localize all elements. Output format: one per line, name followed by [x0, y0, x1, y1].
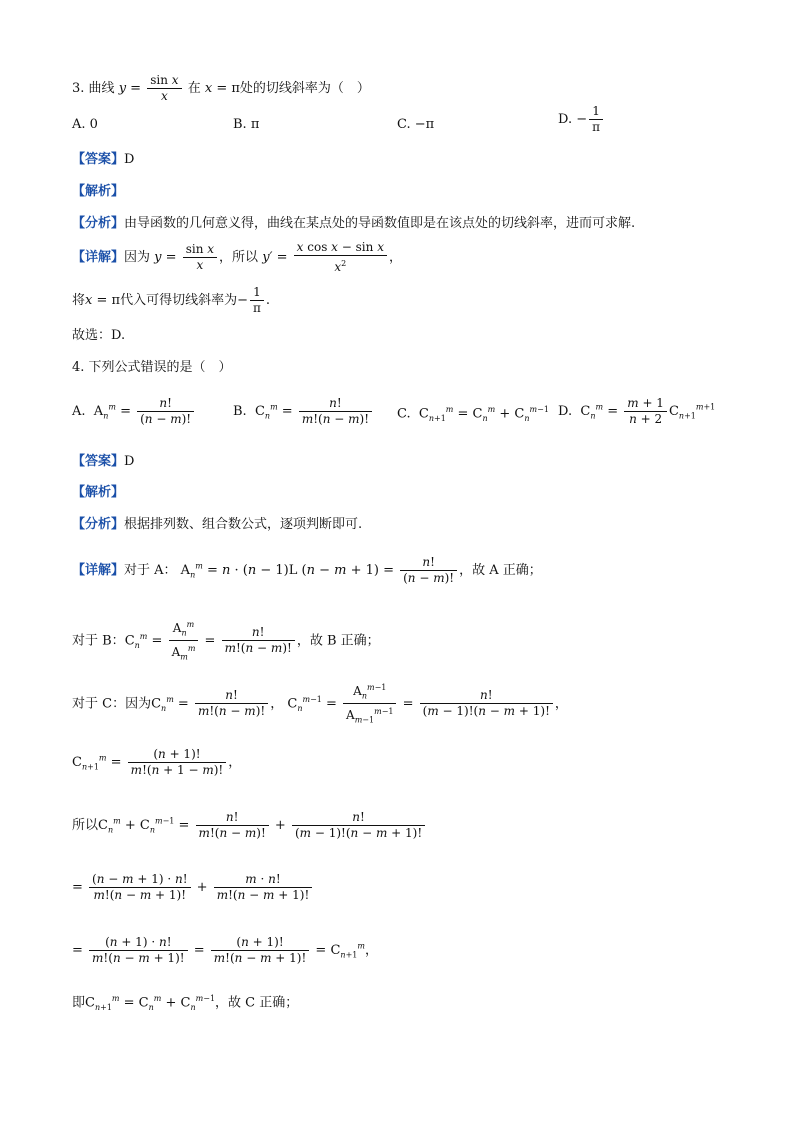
q4-fenxi: 【分析】根据排列数、组合数公式，逐项判断即可.	[72, 517, 363, 532]
q4-detail-c: 对于 C：因为$C_n^m$ = $\frac{n!}{m!(n - m)!}$ ， $C_n^{m-1}$ = $\frac{A_n^{m-1}}{A_{m-1}^{m-1}}$ = $\frac{n!}{(m - 1)!(n - m + 1)!}$ ，	[72, 680, 568, 728]
q4-analysis-label: 【解析】	[72, 485, 125, 500]
q4-option-a: A. $A_n^m$ = $\frac{n!}{(n - m)!}$	[72, 396, 196, 427]
q4-detail-a: 【详解】对于 A： $A_n^m = n \cdot (n - 1)L$ (n − m + 1) = $\frac{n!}{(n - m)!}$ ，故 A 正确；	[72, 555, 542, 585]
q4-conclusion-c: 即$C_{n+1}^m = C_n^m + C_n^{m-1}$，故 C 正确；	[72, 994, 299, 1012]
q3-stem: 3. 曲线 y = $\frac{\text{sin x}}{x}$ 在 x = π处的切线斜率为（ ）	[72, 73, 370, 103]
q4-sum-line2: = $\frac{(n - m + 1) \cdot n!}{m!(n - m + 1)!}$ + $\frac{m \cdot n!}{m!(n - m + 1)!}$	[72, 872, 314, 903]
q3-option-d: D. − $\frac{1}{\pi}$	[558, 104, 605, 135]
q4-answer: 【答案】D	[72, 454, 135, 469]
q3-option-b: B. π	[233, 117, 260, 132]
q3-fenxi: 【分析】由导函数的几何意义得，曲线在某点处的导函数值即是在该点处的切线斜率，进而可求解.	[72, 216, 636, 231]
q4-option-d: D. $C_n^m$ = $\frac{m + 1}{n + 2}$ $C_{n+1}^{m+1}$	[558, 396, 716, 426]
q4-detail-b: 对于 B：$C_n^m$ = $\frac{A_n^m}{A_m^m}$ = $\frac{n!}{m!(n - m)!}$ ，故 B 正确；	[72, 617, 380, 665]
q3-choice: 故选：D.	[72, 328, 126, 343]
q3-detail: 【详解】因为 y = $\frac{\text{sin x}}{x}$ ，所以 y′ = $\frac{\text{x cos x − sin x}}{x^2}$ ，	[72, 240, 402, 274]
q3-answer: 【答案】D	[72, 152, 135, 167]
q4-stem: 4. 下列公式错误的是（ ）	[72, 360, 232, 375]
q3-option-a: A. 0	[72, 117, 98, 132]
q4-detail-c2: $C_{n+1}^m$ = $\frac{(n + 1)!}{m!(n + 1 - m)!}$ ，	[72, 747, 242, 777]
q4-sum-line3: = $\frac{(n + 1) \cdot n!}{m!(n - m + 1)!}$ = $\frac{(n + 1)!}{m!(n - m + 1)!}$ = $C_{n+1}^m$，	[72, 935, 378, 965]
q4-sum-line: 所以$C_n^m + C_n^{m-1}$ = $\frac{n!}{m!(n - m)!}$ + $\frac{n!}{(m - 1)!(n - m + 1)!}$	[72, 810, 427, 841]
q3-option-c: C. −π	[397, 117, 435, 132]
q3-analysis-label: 【解析】	[72, 184, 125, 199]
q4-option-b: B. $C_n^m$ = $\frac{n!}{m!(n - m)!}$	[233, 396, 374, 427]
q3-substitute: 将x = π代入可得切线斜率为− $\frac{1}{\pi}$ .	[72, 285, 271, 315]
q4-option-c: C. $C_{n+1}^m = C_n^m + C_n^{m-1}$	[397, 405, 549, 423]
